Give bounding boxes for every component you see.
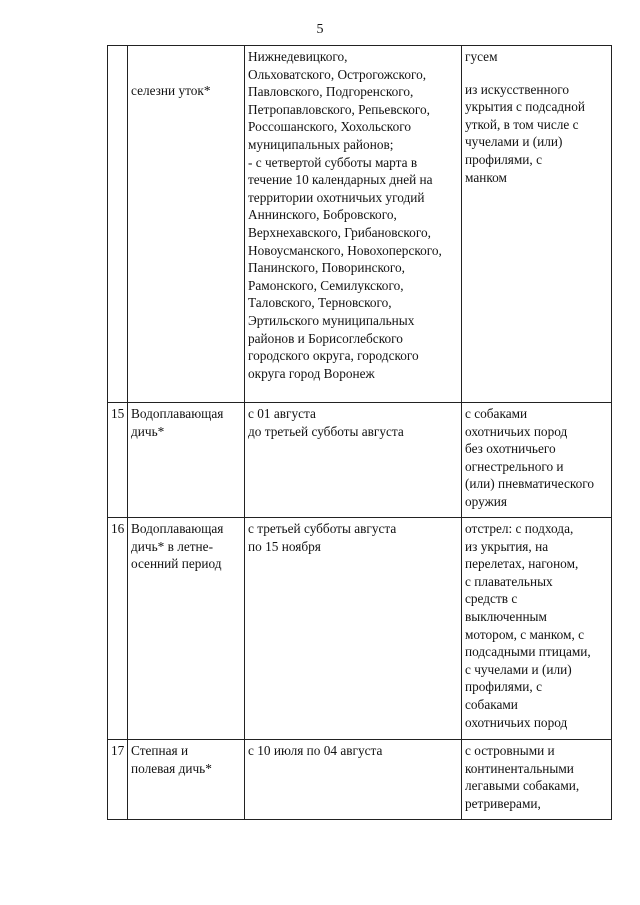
period-cell: с третьей субботы августа по 15 ноября (245, 518, 462, 740)
method-text: из искусственного укрытия с подсадной уткой, в том числе с чучелами и (или) профилями, с манком (465, 81, 586, 185)
table-row-17 (108, 740, 612, 820)
period-cell: с 10 июля по 04 августа (245, 740, 462, 820)
row-number-cell: 15 (108, 403, 128, 518)
species-cell: Степная и полевая дичь* (128, 740, 245, 820)
period-cell: с 01 августа до третьей субботы августа (245, 403, 462, 518)
method-text-top: гусем (465, 49, 498, 64)
method-cell: отстрел: с подхода, из укрытия, на перелетах, нагоном, с плавательных средств с выключенным мотором, с манком, с подсадными птицами, с чучелами и (или) профилями, с собаками охотничьих пород (462, 518, 612, 740)
method-cell: с островными и континентальными легавыми собаками, ретриверами, (462, 740, 612, 820)
table-row-continuation (108, 46, 612, 403)
row-number-cell (108, 46, 128, 403)
method-cell: с собаками охотничьих пород без охотничьего огнестрельного и (или) пневматического оружия (462, 403, 612, 518)
method-cell (462, 46, 612, 403)
species-cell (128, 46, 245, 403)
hunting-seasons-table (107, 45, 612, 820)
species-name: селезни уток* (131, 83, 211, 98)
page-number: 5 (316, 22, 324, 37)
species-cell: Водоплавающая дичь* в летне- осенний период (128, 518, 245, 740)
period-cell: Нижнедевицкого, Ольховатского, Острогожского, Павловского, Подгоренского, Петропавловского, Репьевского, Россошанского, Хохольского муниципальных районов; - с четвертой субботы марта в течение 10 календарных дней на территории охотничьих угодий Аннинского, Бобровского, Верхнехавского, Грибановского, Новоусманского, Новохоперского, Панинского, Поворинского, Рамонского, Семилукского, Таловского, Терновского, Эртильского муниципальных районов и Борисоглебского городского округа, городского округа город Воронеж (245, 46, 462, 403)
row-number-cell: 16 (108, 518, 128, 740)
species-cell: Водоплавающая дичь* (128, 403, 245, 518)
row-number-cell: 17 (108, 740, 128, 820)
table-row-16 (108, 518, 612, 740)
table-row-15 (108, 403, 612, 518)
